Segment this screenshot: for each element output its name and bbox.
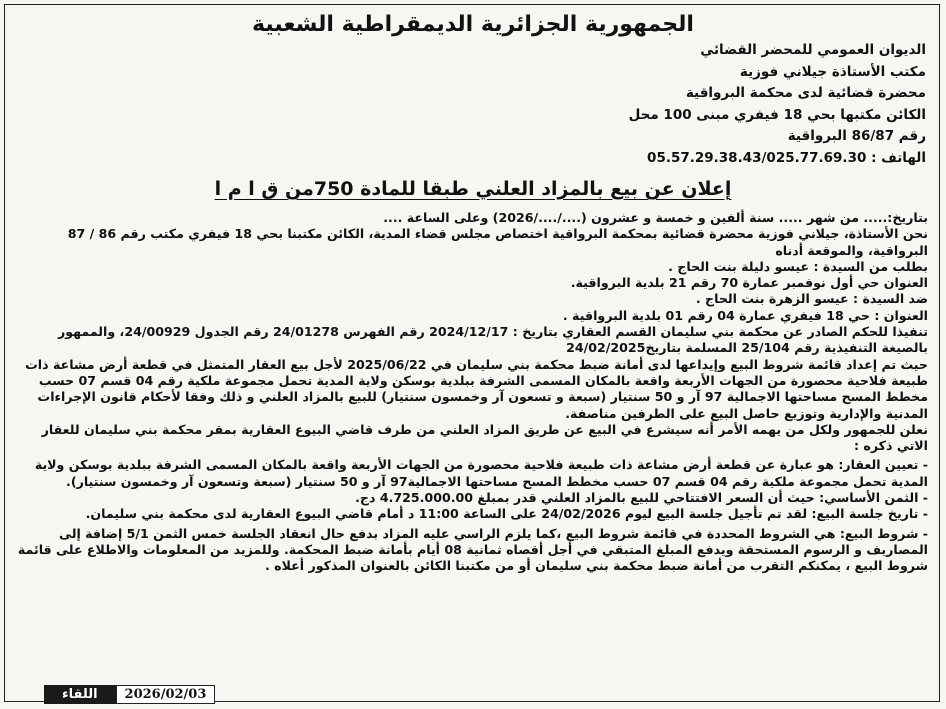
publication-footer bbox=[44, 684, 215, 704]
announcement-title-text: إعلان عن بيع بالمزاد العلني طبقا للمادة 750من ق ا م ا bbox=[214, 178, 732, 200]
announcement-title bbox=[0, 178, 946, 200]
phone-label: الهاتف : bbox=[871, 149, 926, 166]
office-line: الديوان العمومي للمحضر القضائي bbox=[700, 42, 926, 58]
paragraph-date: بتاريخ:..... من شهر ..... سنة ألفين و خمسة و عشرون (..../..../2026) وعلى الساعة .... bbox=[383, 210, 928, 225]
paragraph-judgment: تنفيذا للحكم الصادر عن محكمة بني سليمان القسم العقاري بتاريخ : 2024/12/17 رقم الفهرس 24/01278 رقم الجدول 24/00929، والممهور بالصيغة التنفيذية رقم 25/104 المسلمة بتاريخ24/02/2025 bbox=[57, 324, 928, 356]
notice-body bbox=[14, 210, 928, 575]
republic-title: الجمهورية الجزائرية الديمقراطية الشعبية bbox=[252, 12, 694, 37]
paragraph-bailiff: نحن الأستاذة، جيلاني فوزية محضرة قضائية بمحكمة البرواقية اختصاص مجلس قضاء المدية، الكائن مكتبنا بحي 18 فيفري مكتب رقم 86 / 87 البرواقية، والموقعة أدناه bbox=[67, 226, 928, 258]
paragraph-defendant-address: العنوان : حي 18 فيفري عمارة 04 رقم 01 بلدية البرواقية . bbox=[562, 307, 928, 323]
newspaper-name: اللقاء bbox=[44, 685, 116, 704]
office-block bbox=[326, 40, 926, 169]
paragraph-defendant: ضد السيدة : عيسو الزهرة بنت الحاج . bbox=[695, 291, 928, 307]
paragraph-base-price: - الثمن الأساسي: حيث أن السعر الافتتاحي للبيع بالمزاد العلني قدر بمبلغ 4.725.000.00 دج. bbox=[355, 490, 928, 506]
paragraph-sale-terms: - شروط البيع: هي الشروط المحددة في قائمة شروط البيع ،كما يلزم الراسي عليه المزاد بدفع حال انعقاد الجلسة خمس الثمن 5/1 إضافة إلى المصاريف و الرسوم المستحقة ويدفع المبلغ المتبقي في أجل أقصاه ثمانية 08 أيام بأمانة ضبط المحكمة. وللمزيد من المعلومات والاطلاع على قائمة شروط البيع ، يمكنكم التقرب من أمانة ضبط محكمة بني سليمان أو من مكتبنا الكائن بالعنوان المذكور أعلاه . bbox=[17, 525, 928, 574]
paragraph-conditions-filing: حيث تم إعداد قائمة شروط البيع وإيداعها لدى أمانة ضبط محكمة بني سليمان في 2025/06/22 لأجل بيع العقار المتمثل في قطعة أرض مشاعة ذات طبيعة فلاحية محصورة من الجهات الأربعة واقعة بالمكان المسمى الشرفة ببلدية بوسكن ولاية المدية تحمل مجموعة ملكية رقم 04 قسم 07 حسب مخطط المسح مساحتها الاجمالية 97 آر و 50 سنتيار (سبعة و تسعون آر وخمسون سنتيار) للبيع بالمزاد العلني و ذلك وفقا لأحكام قانون الإجراءات المدنية والإدارية وتوزيع حاصل البيع على الطرفين مناصفة. bbox=[25, 356, 928, 421]
paragraph-plaintiff-address: العنوان حي أول نوفمبر عمارة 70 رقم 21 بلدية البرواقية. bbox=[570, 275, 928, 291]
paragraph-session-date: - تاريخ جلسة البيع: لقد تم تأجيل جلسة البيع ليوم 24/02/2026 على الساعة 11:00 د أمام قاضي البيوع العقارية لدى محكمة بني سليمان. bbox=[85, 506, 928, 522]
office-line: رقم 86/87 البرواقية bbox=[787, 128, 926, 144]
phone-numbers: 05.57.29.38.43/025.77.69.30 bbox=[647, 149, 867, 166]
office-line: الكائن مكتبها بحي 18 فيفري مبنى 100 محل bbox=[628, 106, 926, 123]
phone-line bbox=[326, 148, 926, 170]
office-line: مكتب الأستاذة جيلاني فوزية bbox=[739, 63, 926, 80]
paragraph-plaintiff: بطلب من السيدة : عيسو دليلة بنت الحاج . bbox=[668, 258, 928, 274]
paragraph-property: - تعيين العقار: هو عبارة عن قطعة أرض مشاعة ذات طبيعة فلاحية محصورة من الجهات الأربعة واقعة بالمكان المسمى الشرفة ببلدية بوسكن ولاية المدية تحمل مجموعة ملكية رقم 04 قسم 07 حسب مخطط المسح مساحتها الاجمالية97 آر و 50 سنتيار (سبعة وتسعون آر وخمسون سنتيار). bbox=[34, 457, 928, 489]
office-line: محضرة قضائية لدى محكمة البرواقية bbox=[685, 85, 926, 101]
publication-date: 2026/02/03 bbox=[116, 685, 216, 704]
paragraph-public-notice: نعلن للجمهور ولكل من يهمه الأمر أنه سيشرع في البيع عن طريق المزاد العلني من طرف قاضي البيوع العقارية بمقر محكمة بني سليمان للعقار الاتي ذكره : bbox=[41, 421, 928, 454]
